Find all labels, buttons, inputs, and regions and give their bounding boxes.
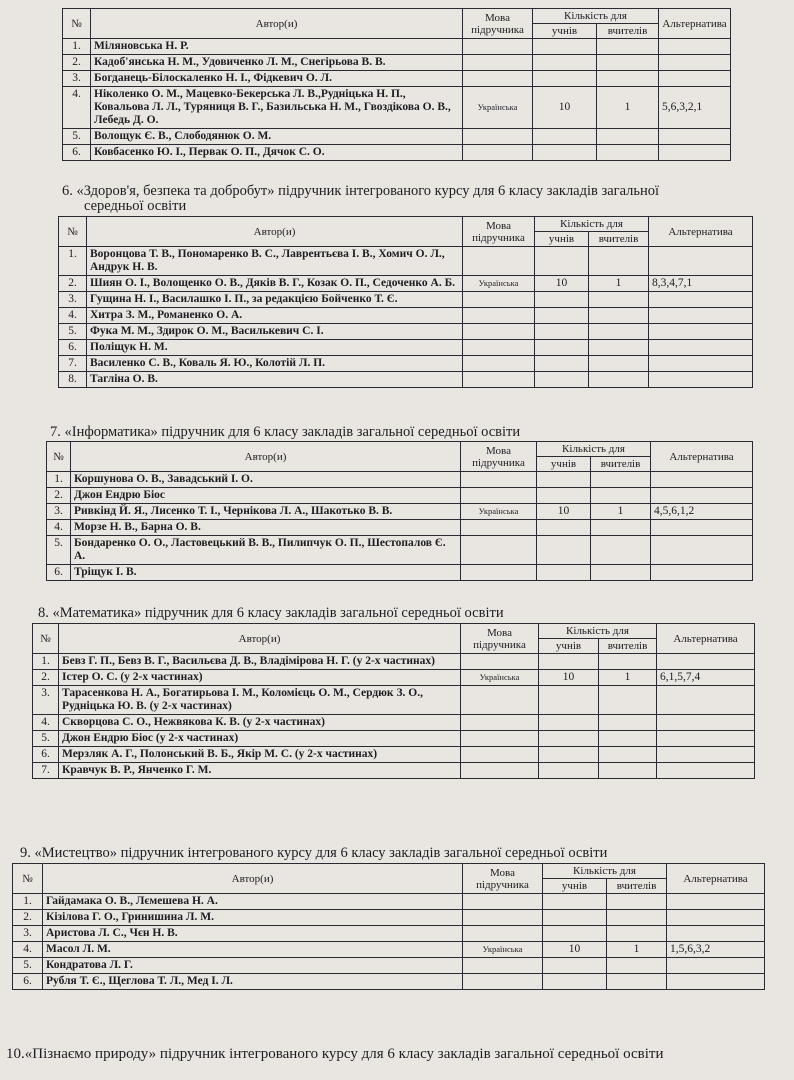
row-alternative	[659, 39, 731, 55]
row-students-count	[535, 356, 589, 372]
table-row	[47, 536, 753, 565]
table-row	[63, 55, 731, 71]
header-num: №	[47, 442, 71, 472]
section-title-nature	[6, 1047, 663, 1062]
section-title-health	[62, 184, 659, 214]
row-students-count	[535, 372, 589, 388]
row-authors: Міляновська Н. Р.	[91, 39, 463, 55]
table-row	[33, 715, 755, 731]
table-row	[47, 565, 753, 581]
row-teachers-count	[597, 39, 659, 55]
header-author: Автор(и)	[91, 9, 463, 39]
row-students-count	[539, 763, 599, 779]
row-teachers-count: 1	[599, 670, 657, 686]
row-students-count	[535, 247, 589, 276]
table-row	[47, 504, 753, 520]
row-alternative	[651, 472, 753, 488]
row-language: Українська	[461, 504, 537, 520]
table-row	[33, 747, 755, 763]
row-number: 5.	[59, 324, 87, 340]
row-teachers-count	[607, 926, 667, 942]
row-language	[461, 731, 539, 747]
row-alternative	[649, 324, 753, 340]
header-count: Кількість для	[533, 9, 659, 24]
row-alternative: 4,5,6,1,2	[651, 504, 753, 520]
row-number: 6.	[13, 974, 43, 990]
row-number: 2.	[47, 488, 71, 504]
row-number: 1.	[13, 894, 43, 910]
row-teachers-count	[607, 894, 667, 910]
row-teachers-count	[589, 372, 649, 388]
row-authors: Мерзляк А. Г., Полонський В. Б., Якір М. С. (у 2-х частинах)	[59, 747, 461, 763]
section-table-block	[58, 216, 753, 388]
row-number: 4.	[47, 520, 71, 536]
row-teachers-count	[589, 324, 649, 340]
row-authors: Тагліна О. В.	[87, 372, 463, 388]
table-row	[63, 129, 731, 145]
header-language: Мова підручника	[461, 624, 539, 654]
row-teachers-count	[599, 763, 657, 779]
row-teachers-count	[591, 488, 651, 504]
row-alternative	[657, 715, 755, 731]
row-authors: Волощук Є. В., Слободянюк О. М.	[91, 129, 463, 145]
row-teachers-count	[589, 308, 649, 324]
header-author: Автор(и)	[71, 442, 461, 472]
row-students-count: 10	[537, 504, 591, 520]
row-number: 7.	[33, 763, 59, 779]
row-authors: Істер О. С. (у 2-х частинах)	[59, 670, 461, 686]
row-alternative	[659, 55, 731, 71]
row-teachers-count	[607, 910, 667, 926]
table-row	[63, 145, 731, 161]
table-row	[13, 910, 765, 926]
table-row	[33, 670, 755, 686]
row-number: 3.	[13, 926, 43, 942]
row-authors: Поліщук Н. М.	[87, 340, 463, 356]
textbook-table	[46, 441, 753, 581]
row-students-count: 10	[539, 670, 599, 686]
row-teachers-count	[589, 356, 649, 372]
row-teachers-count	[597, 145, 659, 161]
row-authors: Коршунова О. В., Завадський І. О.	[71, 472, 461, 488]
row-language: Українська	[461, 670, 539, 686]
row-students-count	[537, 565, 591, 581]
row-number: 4.	[13, 942, 43, 958]
table-row	[63, 39, 731, 55]
row-teachers-count	[591, 536, 651, 565]
row-teachers-count	[599, 731, 657, 747]
row-alternative	[667, 974, 765, 990]
row-alternative	[649, 247, 753, 276]
table-row	[33, 686, 755, 715]
row-teachers-count: 1	[607, 942, 667, 958]
row-language	[463, 324, 535, 340]
row-teachers-count	[607, 974, 667, 990]
row-authors: Василенко С. В., Коваль Я. Ю., Колотій Л. П.	[87, 356, 463, 372]
row-alternative	[657, 654, 755, 670]
header-students: учнів	[543, 879, 607, 894]
row-alternative	[667, 958, 765, 974]
header-author: Автор(и)	[59, 624, 461, 654]
header-num: №	[33, 624, 59, 654]
row-authors: Аристова Л. С., Чєн Н. В.	[43, 926, 463, 942]
section-title-line1: 7. «Інформатика» підручник для 6 класу закладів загальної середньої освіти	[50, 424, 521, 440]
row-students-count	[535, 308, 589, 324]
header-students: учнів	[537, 457, 591, 472]
textbook-table	[58, 216, 753, 388]
header-language: Мова підручника	[463, 864, 543, 894]
row-authors: Бондаренко О. О., Ластовецький В. В., Пилипчук О. П., Шестопалов Є. А.	[71, 536, 461, 565]
row-alternative	[657, 686, 755, 715]
row-alternative	[667, 894, 765, 910]
row-language	[463, 129, 533, 145]
header-teachers: вчителів	[597, 24, 659, 39]
row-students-count	[539, 731, 599, 747]
row-alternative	[649, 308, 753, 324]
row-language	[463, 55, 533, 71]
row-number: 4.	[63, 87, 91, 129]
row-alternative	[651, 536, 753, 565]
row-teachers-count	[599, 654, 657, 670]
row-students-count: 10	[533, 87, 597, 129]
row-authors: Хитра З. М., Романенко О. А.	[87, 308, 463, 324]
row-students-count	[543, 926, 607, 942]
row-alternative	[651, 565, 753, 581]
header-language: Мова підручника	[463, 217, 535, 247]
table-row	[33, 731, 755, 747]
section-title-line1: 10.«Пізнаємо природу» підручник інтегрованого курсу для 6 класу закладів загальної середньої освіти	[6, 1046, 664, 1062]
row-language: Українська	[463, 276, 535, 292]
table-row	[59, 356, 753, 372]
row-students-count	[543, 894, 607, 910]
row-alternative: 5,6,3,2,1	[659, 87, 731, 129]
row-language	[461, 763, 539, 779]
row-alternative	[659, 145, 731, 161]
header-num: №	[59, 217, 87, 247]
row-authors: Фука М. М., Здирок О. М., Василькевич С. І.	[87, 324, 463, 340]
row-number: 5.	[47, 536, 71, 565]
row-number: 2.	[13, 910, 43, 926]
row-teachers-count	[597, 129, 659, 145]
header-author: Автор(и)	[87, 217, 463, 247]
row-students-count	[543, 910, 607, 926]
row-authors: Гущина Н. І., Василашко І. П., за редакцією Бойченко Т. Є.	[87, 292, 463, 308]
header-language: Мова підручника	[461, 442, 537, 472]
section-title-math	[38, 606, 504, 621]
row-students-count	[543, 974, 607, 990]
row-number: 5.	[13, 958, 43, 974]
row-authors: Кізілова Г. О., Гринишина Л. М.	[43, 910, 463, 926]
table-row	[63, 71, 731, 87]
row-authors: Кадоб'янська Н. М., Удовиченко Л. М., Снегірьова В. В.	[91, 55, 463, 71]
row-authors: Тарасенкова Н. А., Богатирьова І. М., Коломієць О. М., Сердюк З. О., Рудніцька Ю. В. (у 2-х частинах)	[59, 686, 461, 715]
row-teachers-count	[591, 520, 651, 536]
row-alternative	[659, 71, 731, 87]
section-table-block	[46, 441, 753, 581]
row-alternative	[649, 292, 753, 308]
row-language	[461, 686, 539, 715]
row-students-count: 10	[543, 942, 607, 958]
table-row	[33, 763, 755, 779]
header-count: Кількість для	[537, 442, 651, 457]
textbook-table	[32, 623, 755, 779]
row-students-count	[533, 129, 597, 145]
row-alternative: 1,5,6,3,2	[667, 942, 765, 958]
header-teachers: вчителів	[589, 232, 649, 247]
row-language	[461, 715, 539, 731]
section-title-line1: 9. «Мистецтво» підручник інтегрованого курсу для 6 класу закладів загальної середньої освіти	[20, 845, 608, 861]
row-number: 1.	[59, 247, 87, 276]
row-language	[463, 926, 543, 942]
table-row	[13, 926, 765, 942]
table-row	[63, 87, 731, 129]
row-number: 3.	[59, 292, 87, 308]
row-students-count	[537, 472, 591, 488]
row-number: 4.	[33, 715, 59, 731]
row-alternative	[657, 731, 755, 747]
row-language	[463, 308, 535, 324]
row-students-count	[535, 292, 589, 308]
row-alternative	[667, 910, 765, 926]
row-alternative	[651, 488, 753, 504]
table-row	[13, 942, 765, 958]
row-students-count	[535, 340, 589, 356]
row-authors: Шиян О. І., Волощенко О. В., Дяків В. Г., Козак О. П., Седоченко А. Б.	[87, 276, 463, 292]
table-row	[59, 372, 753, 388]
row-language: Українська	[463, 942, 543, 958]
header-language: Мова підручника	[463, 9, 533, 39]
row-alternative	[667, 926, 765, 942]
section-table-block	[62, 8, 731, 161]
row-number: 8.	[59, 372, 87, 388]
row-authors: Скворцова С. О., Нежвякова К. В. (у 2-х частинах)	[59, 715, 461, 731]
row-authors: Морзе Н. В., Барна О. В.	[71, 520, 461, 536]
row-authors: Воронцова Т. В., Пономаренко В. С., Лаврентьєва І. В., Хомич О. Л., Андрук Н. В.	[87, 247, 463, 276]
row-language	[463, 71, 533, 87]
row-authors: Бевз Г. П., Бевз В. Г., Васильєва Д. В., Владімірова Н. Г. (у 2-х частинах)	[59, 654, 461, 670]
header-teachers: вчителів	[591, 457, 651, 472]
row-language	[463, 958, 543, 974]
row-teachers-count	[591, 565, 651, 581]
row-teachers-count	[599, 715, 657, 731]
row-authors: Богданець-Білоскаленко Н. І., Фідкевич О. Л.	[91, 71, 463, 87]
row-alternative: 6,1,5,7,4	[657, 670, 755, 686]
row-students-count	[533, 39, 597, 55]
row-students-count	[539, 747, 599, 763]
row-number: 6.	[33, 747, 59, 763]
header-alternative: Альтернатива	[649, 217, 753, 247]
header-num: №	[63, 9, 91, 39]
row-alternative	[659, 129, 731, 145]
row-students-count	[537, 488, 591, 504]
row-students-count	[537, 520, 591, 536]
row-language	[461, 747, 539, 763]
section-title-line1: 6. «Здоров'я, безпека та добробут» підручник інтегрованого курсу для 6 класу закладів загальної	[62, 183, 660, 199]
table-row	[59, 340, 753, 356]
header-students: учнів	[533, 24, 597, 39]
section-table-block	[32, 623, 755, 779]
table-row	[59, 247, 753, 276]
table-row	[13, 974, 765, 990]
header-students: учнів	[535, 232, 589, 247]
section-title-informatics	[50, 425, 520, 440]
row-language: Українська	[463, 87, 533, 129]
row-number: 6.	[63, 145, 91, 161]
section-title-line1: 8. «Математика» підручник для 6 класу закладів загальної середньої освіти	[38, 605, 504, 621]
row-number: 1.	[47, 472, 71, 488]
row-alternative: 8,3,4,7,1	[649, 276, 753, 292]
row-authors: Масол Л. М.	[43, 942, 463, 958]
table-row	[47, 520, 753, 536]
section-title-art	[20, 846, 607, 861]
row-language	[463, 894, 543, 910]
row-authors: Джон Ендрю Біос	[71, 488, 461, 504]
row-alternative	[657, 763, 755, 779]
row-teachers-count	[599, 747, 657, 763]
row-authors: Ковбасенко Ю. І., Первак О. П., Дячок С. О.	[91, 145, 463, 161]
row-language	[461, 654, 539, 670]
header-count: Кількість для	[539, 624, 657, 639]
header-teachers: вчителів	[599, 639, 657, 654]
row-number: 3.	[47, 504, 71, 520]
table-row	[59, 324, 753, 340]
row-language	[461, 472, 537, 488]
header-count: Кількість для	[535, 217, 649, 232]
table-row	[59, 308, 753, 324]
row-authors: Джон Ендрю Біос (у 2-х частинах)	[59, 731, 461, 747]
row-number: 7.	[59, 356, 87, 372]
table-row	[13, 894, 765, 910]
row-number: 2.	[33, 670, 59, 686]
row-students-count	[533, 71, 597, 87]
section-table-block	[12, 863, 765, 990]
row-alternative	[649, 372, 753, 388]
table-row	[47, 488, 753, 504]
row-language	[463, 39, 533, 55]
textbook-table	[62, 8, 731, 161]
row-number: 1.	[63, 39, 91, 55]
row-teachers-count	[589, 247, 649, 276]
row-teachers-count	[597, 55, 659, 71]
row-students-count	[537, 536, 591, 565]
row-teachers-count: 1	[591, 504, 651, 520]
header-alternative: Альтернатива	[657, 624, 755, 654]
row-number: 2.	[63, 55, 91, 71]
row-students-count	[535, 324, 589, 340]
row-language	[463, 292, 535, 308]
header-alternative: Альтернатива	[651, 442, 753, 472]
row-authors: Рубля Т. Є., Щеглова Т. Л., Мед І. Л.	[43, 974, 463, 990]
row-teachers-count	[599, 686, 657, 715]
table-row	[59, 276, 753, 292]
row-alternative	[649, 356, 753, 372]
table-row	[13, 958, 765, 974]
row-language	[463, 247, 535, 276]
header-count: Кількість для	[543, 864, 667, 879]
row-students-count: 10	[535, 276, 589, 292]
row-number: 2.	[59, 276, 87, 292]
row-teachers-count	[607, 958, 667, 974]
row-number: 1.	[33, 654, 59, 670]
row-students-count	[533, 145, 597, 161]
row-language	[461, 520, 537, 536]
row-language	[461, 565, 537, 581]
row-authors: Кондратова Л. Г.	[43, 958, 463, 974]
row-language	[463, 356, 535, 372]
row-language	[463, 145, 533, 161]
row-alternative	[651, 520, 753, 536]
row-language	[461, 488, 537, 504]
row-number: 6.	[59, 340, 87, 356]
row-number: 4.	[59, 308, 87, 324]
row-language	[463, 974, 543, 990]
row-number: 3.	[33, 686, 59, 715]
row-authors: Ніколенко О. М., Мацевко-Бекерська Л. В.,Рудніцька Н. П., Ковальова Л. Л., Туряниця В. Г., Базильська Н. М., Гвоздікова О. В., Лебедь Д. О.	[91, 87, 463, 129]
row-teachers-count	[597, 71, 659, 87]
row-authors: Гайдамака О. В., Лємешева Н. А.	[43, 894, 463, 910]
row-students-count	[533, 55, 597, 71]
table-row	[59, 292, 753, 308]
row-number: 5.	[63, 129, 91, 145]
row-number: 5.	[33, 731, 59, 747]
row-students-count	[539, 686, 599, 715]
row-students-count	[543, 958, 607, 974]
row-teachers-count	[589, 340, 649, 356]
header-alternative: Альтернатива	[659, 9, 731, 39]
table-row	[47, 472, 753, 488]
header-teachers: вчителів	[607, 879, 667, 894]
header-num: №	[13, 864, 43, 894]
row-alternative	[649, 340, 753, 356]
textbook-table	[12, 863, 765, 990]
section-title-line2: середньої освіти	[84, 198, 187, 214]
row-authors: Ривкінд Й. Я., Лисенко Т. І., Чернікова Л. А., Шакотько В. В.	[71, 504, 461, 520]
row-language	[463, 340, 535, 356]
row-teachers-count: 1	[589, 276, 649, 292]
row-students-count	[539, 654, 599, 670]
row-authors: Кравчук В. Р., Янченко Г. М.	[59, 763, 461, 779]
row-teachers-count	[589, 292, 649, 308]
table-row	[33, 654, 755, 670]
row-alternative	[657, 747, 755, 763]
row-language	[463, 910, 543, 926]
row-authors: Тріщук І. В.	[71, 565, 461, 581]
row-number: 6.	[47, 565, 71, 581]
row-language	[461, 536, 537, 565]
row-teachers-count: 1	[597, 87, 659, 129]
row-students-count	[539, 715, 599, 731]
row-teachers-count	[591, 472, 651, 488]
row-number: 3.	[63, 71, 91, 87]
row-language	[463, 372, 535, 388]
header-author: Автор(и)	[43, 864, 463, 894]
header-students: учнів	[539, 639, 599, 654]
header-alternative: Альтернатива	[667, 864, 765, 894]
